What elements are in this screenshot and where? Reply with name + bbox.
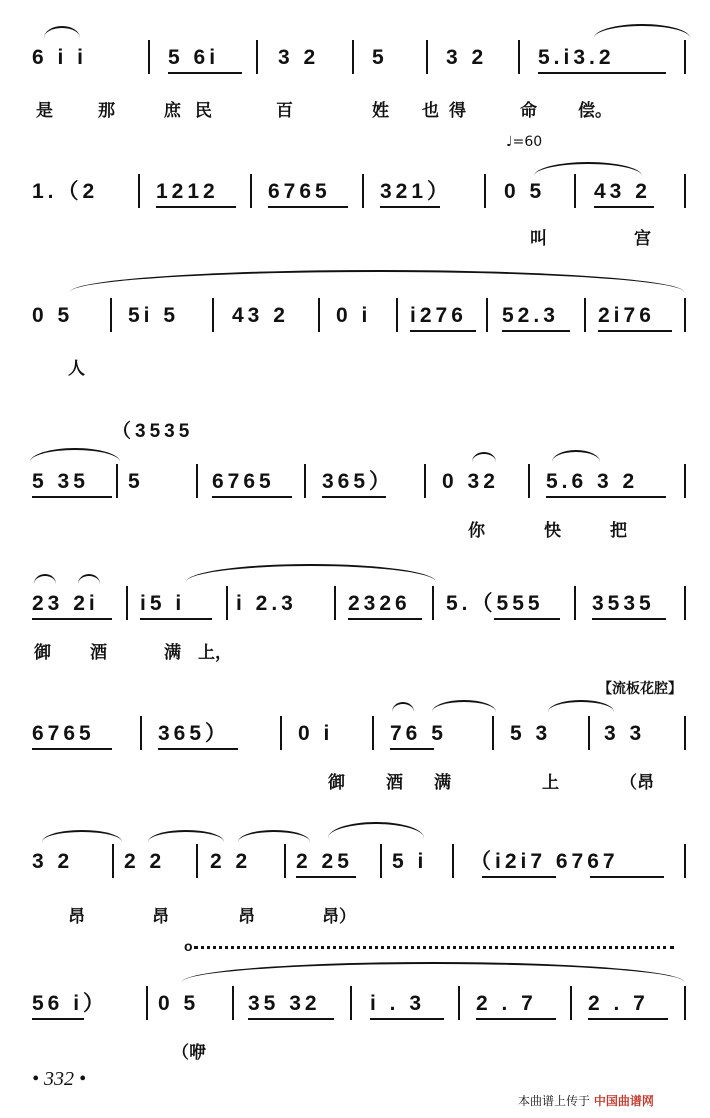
measure: i 2.3 [236,592,297,615]
lyric: 上， [198,643,232,663]
bar-line [684,986,686,1020]
underline [494,618,560,620]
bar-line [334,586,336,620]
bar-line [486,298,488,332]
underline [598,330,672,332]
bar-line [452,844,454,878]
measure: 2 . 7 [476,992,537,1015]
bar-line [112,844,114,878]
measure: 43 2 [232,304,289,327]
underline [588,1018,668,1020]
bar-line [250,174,252,208]
slur [182,962,684,982]
bar-line [684,40,686,74]
measure: 5i 5 [128,304,180,327]
underline [370,1018,444,1020]
measure: 35 32 [248,992,321,1015]
lyric: 昂） [322,907,356,927]
lyric: 命 [520,101,537,121]
bar-line [492,716,494,750]
measure: 0 5 [504,180,546,203]
bar-line [362,174,364,208]
underline [32,1018,84,1020]
slur [392,702,414,712]
lyric: 宫 [634,229,651,249]
bar-line [280,716,282,750]
measure: 6765 [212,470,275,493]
lyric: 酒 [90,643,107,663]
measure: 5 35 [32,470,89,493]
tempo-marking: ♩=60 [506,134,543,150]
measure: 365） [158,722,231,745]
underline [546,496,666,498]
bar-line [372,716,374,750]
slur [472,452,496,462]
underline [594,206,654,208]
measure: i5 i [140,592,186,615]
bar-line [424,464,426,498]
bar-line [684,464,686,498]
measure: 76 5 [390,722,447,745]
underline [268,206,348,208]
measure: 6765 [268,180,331,203]
section-tag: 【流板花腔】 [598,681,682,697]
lyric: 你 [468,521,485,541]
notation-line [0,842,710,882]
bar-line [484,174,486,208]
underline [212,496,292,498]
bar-line [380,844,382,878]
notation-line [0,462,710,502]
measure: 6 i i [32,46,88,69]
slur [78,574,100,584]
measure: 3 2 [278,46,320,69]
measure: 5.（555 [446,592,544,615]
lyric: 叫 [530,229,547,249]
bar-line [256,40,258,74]
notation-line [0,984,710,1024]
bar-line [458,986,460,1020]
bar-line [196,464,198,498]
bar-line [226,586,228,620]
bar-line [684,716,686,750]
measure: 52.3 [502,304,559,327]
underline [248,1018,334,1020]
lyric: 酒 [386,773,403,793]
lyric: 满 [164,643,181,663]
measure: 6765 [32,722,95,745]
measure: 3 2 [446,46,488,69]
measure: i276 [410,304,467,327]
bar-line [196,844,198,878]
lyric: （昂 [620,773,654,793]
measure: 0 i [298,722,334,745]
bar-line [232,986,234,1020]
underline [296,876,356,878]
slur [534,162,642,176]
underline [140,618,212,620]
lyric: 是 [36,101,53,121]
measure: 0 5 [158,992,200,1015]
slur [30,448,120,462]
lyric: 那 [98,101,115,121]
lyric: 偿。 [578,101,612,121]
measure: 2 2 [210,850,252,873]
lyric: 御 [328,773,345,793]
slur [70,270,684,292]
bar-line [318,298,320,332]
underline [156,206,236,208]
site-logo-text: 中国曲谱网 [593,1094,654,1108]
underline [592,618,666,620]
bar-line [352,40,354,74]
bar-line [584,298,586,332]
bar-line [432,586,434,620]
bar-line [574,586,576,620]
bar-line [396,298,398,332]
underline [32,748,112,750]
bar-line [138,174,140,208]
measure: 365） [322,470,395,493]
bar-line [684,586,686,620]
underline [32,618,112,620]
bar-line [684,298,686,332]
lyric: 也得 [422,101,476,121]
lyric: 昂 [238,907,255,927]
page-number: • 332 • [32,1068,87,1090]
upload-credit [518,1092,654,1109]
measure: 0 i [336,304,372,327]
measure: 1.（2 [32,180,99,203]
measure: 5 6i [168,46,220,69]
bar-line [528,464,530,498]
bracket-phrase: （3535 [112,421,194,442]
measure: 3535 [592,592,655,615]
bar-line [148,40,150,74]
notation-line [0,38,710,78]
measure: 2 2 [124,850,166,873]
bar-line [304,464,306,498]
slur [34,574,56,584]
underline [380,206,440,208]
lyric: 上 [542,773,559,793]
bar-line [284,844,286,878]
measure: 2326 [348,592,411,615]
bar-line [684,844,686,878]
lyric: 快 [544,521,561,541]
lyric: 人 [68,359,85,379]
measure: 5 i [392,850,428,873]
bar-line [140,716,142,750]
measure: 3 2 [32,850,74,873]
slur [238,830,310,842]
slur [552,450,600,462]
bar-line [518,40,520,74]
bar-line [110,298,112,332]
notation-line [0,296,710,336]
bar-line [588,716,590,750]
measure: 321） [380,180,453,203]
underline [410,330,476,332]
lyric: 昂 [152,907,169,927]
notation-line [0,172,710,212]
measure: 1212 [156,180,219,203]
underline [482,876,556,878]
slur [148,830,224,842]
measure: 43 2 [594,180,651,203]
measure: 5.6 3 2 [546,470,639,493]
lyric: 把 [610,521,627,541]
bar-line [126,586,128,620]
measure: 2 . 7 [588,992,649,1015]
measure: 5.i3.2 [538,46,615,69]
underline [158,748,238,750]
bar-line [116,464,118,498]
lyric: 御 [34,643,51,663]
measure: i . 3 [370,992,426,1015]
lyric: （咿 [172,1043,206,1063]
bar-line [426,40,428,74]
lyric: 姓 [372,101,389,121]
bar-line [212,298,214,332]
measure: （i2i7 6767 [470,850,619,873]
underline [168,72,242,74]
underline [476,1018,556,1020]
measure: 3 3 [604,722,646,745]
lyric: 满 [434,773,451,793]
bar-line [684,174,686,208]
slur [186,564,436,582]
bar-line [570,986,572,1020]
underline [322,496,386,498]
bar-line [574,174,576,208]
slur [44,26,80,38]
measure: 0 5 [32,304,74,327]
fermata-dotted-line [194,946,674,949]
slur [432,700,496,712]
underline [348,618,422,620]
measure: 56 i） [32,992,109,1015]
notation-line [0,584,710,624]
underline [502,330,570,332]
measure: 2i76 [598,304,655,327]
fermata-circle-icon: o [184,938,193,954]
underline [32,496,112,498]
slur [42,830,122,842]
lyric: 百 [276,101,293,121]
slur [328,822,424,838]
slur [594,24,690,38]
measure: 5 [128,470,144,493]
measure: 5 [372,46,388,69]
notation-line [0,714,710,754]
measure: 5 3 [510,722,552,745]
lyric: 昂 [68,907,85,927]
measure: 2 25 [296,850,353,873]
measure: 23 2i [32,592,99,615]
underline [390,748,434,750]
bar-line [146,986,148,1020]
credit-prefix: 本曲谱上传于 [518,1094,591,1108]
underline [538,72,666,74]
underline [590,876,664,878]
measure: 0 32 [442,470,499,493]
slur [548,700,614,712]
bar-line [350,986,352,1020]
lyric: 庶民 [164,101,226,121]
